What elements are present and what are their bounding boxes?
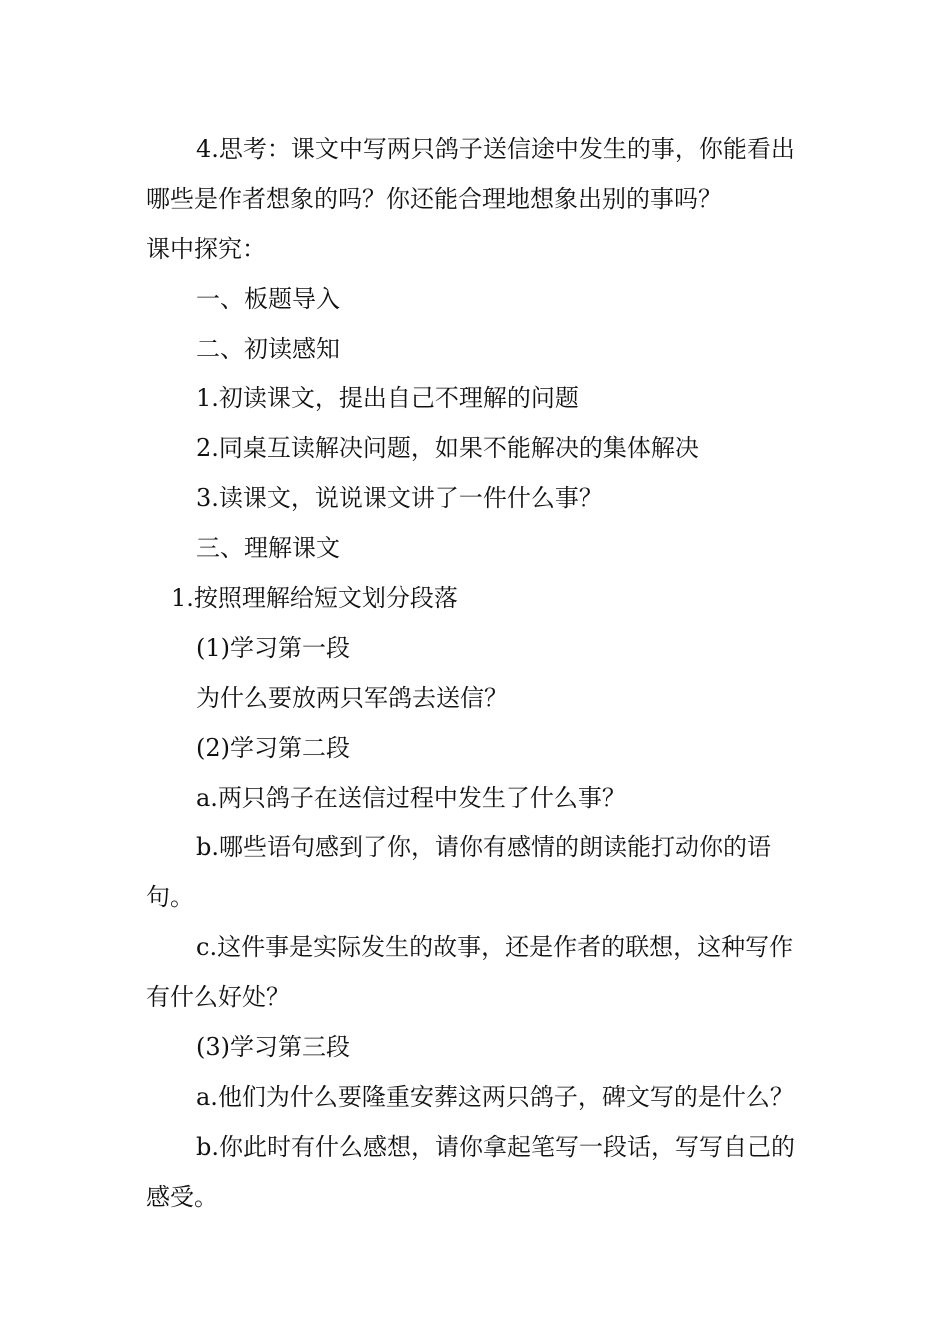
list-item: 2.同桌互读解决问题，如果不能解决的集体解决 [196, 434, 699, 462]
question-line: 句。 [146, 883, 194, 911]
section-heading: 课中探究： [146, 235, 266, 263]
subsection-heading: (2)学习第二段 [196, 734, 350, 762]
subsection-heading: (1)学习第一段 [196, 634, 350, 662]
paragraph-line: 哪些是作者想象的吗？你还能合理地想象出别的事吗？ [146, 185, 722, 213]
question-line: b.你此时有什么感想，请你拿起笔写一段话，写写自己的 [196, 1133, 795, 1161]
question-line: c.这件事是实际发生的故事，还是作者的联想，这种写作 [196, 933, 794, 961]
question-line: b.哪些语句感到了你，请你有感情的朗读能打动你的语 [196, 833, 771, 861]
question-line: 为什么要放两只军鸽去送信？ [196, 684, 508, 712]
question-line: 感受。 [146, 1183, 218, 1211]
subsection-heading: (3)学习第三段 [196, 1033, 350, 1061]
section-heading: 三、理解课文 [196, 534, 340, 562]
list-item: 3.读课文，说说课文讲了一件什么事？ [196, 484, 603, 512]
section-heading: 一、板题导入 [196, 285, 340, 313]
question-line: a.他们为什么要隆重安葬这两只鸽子，碑文写的是什么？ [196, 1083, 794, 1111]
list-item: 1.初读课文，提出自己不理解的问题 [196, 384, 579, 412]
list-item: 1.按照理解给短文划分段落 [171, 584, 458, 612]
section-heading: 二、初读感知 [196, 335, 340, 363]
question-line: 有什么好处？ [146, 983, 290, 1011]
question-line: a.两只鸽子在送信过程中发生了什么事？ [196, 784, 626, 812]
paragraph-line: 4.思考：课文中写两只鸽子送信途中发生的事，你能看出 [196, 135, 795, 163]
